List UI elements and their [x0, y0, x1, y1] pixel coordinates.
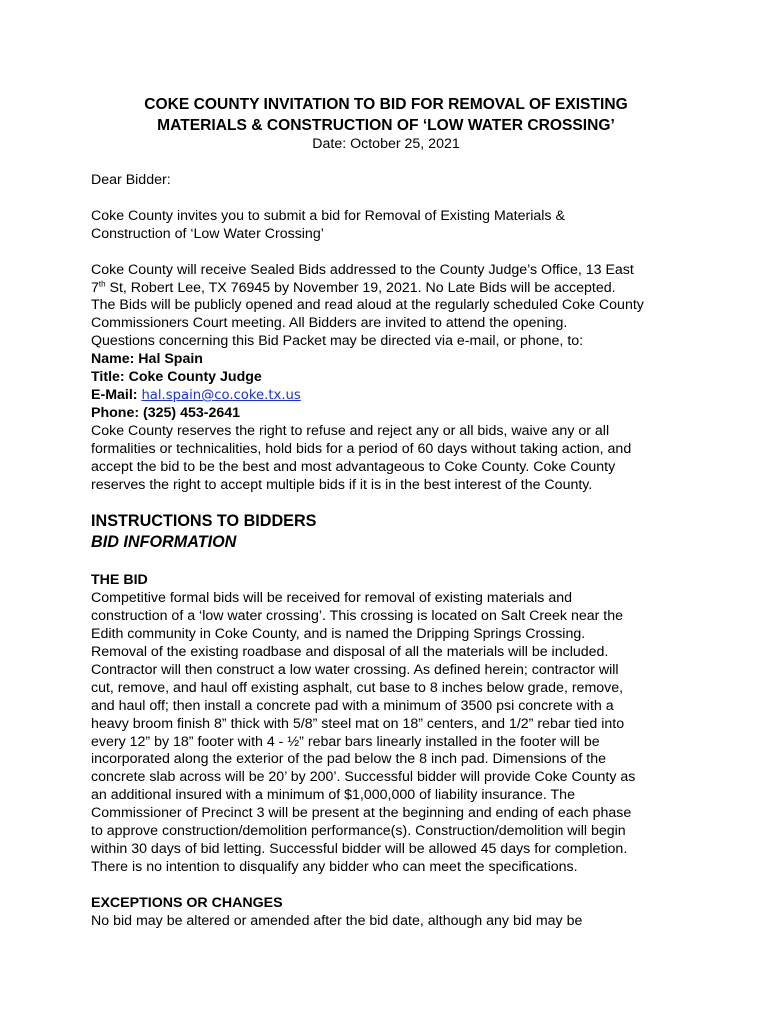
invitation-line-1: Coke County invites you to submit a bid for Removal of Existing Materials &	[91, 207, 565, 224]
receive-line-1: Coke County will receive Sealed Bids addressed to the County Judge’s Office, 13 East	[91, 261, 634, 278]
invitation-paragraph	[91, 208, 691, 244]
invitation-line-2: Construction of ‘Low Water Crossing’	[91, 225, 324, 242]
the-bid-line: an additional insured with a minimum of $1,000,000 of liability insurance. The	[91, 787, 575, 804]
contact-email-link[interactable]: hal.spain@co.coke.tx.us	[141, 387, 301, 403]
salutation: Dear Bidder:	[91, 171, 171, 188]
the-bid-line: concrete slab across will be 20’ by 200’. Successful bidder will provide Coke County as	[91, 769, 636, 786]
instructions-heading: INSTRUCTIONS TO BIDDERS	[91, 512, 317, 531]
receive-line-2-post: St, Robert Lee, TX 76945 by November 19, 2021. No Late Bids will be accepted.	[105, 279, 616, 296]
the-bid-line: Commissioner of Precinct 3 will be present at the beginning and ending of each phase	[91, 805, 632, 822]
the-bid-line: heavy broom finish 8” thick with 5/8” steel mat on 18” centers, and 1/2” rebar tied into	[91, 715, 625, 732]
the-bid-line: incorporated along the exterior of the pad below the 8 inch pad. Dimensions of the	[91, 751, 607, 768]
contact-email-label: E-Mail:	[91, 386, 142, 403]
bid-information-heading: BID INFORMATION	[91, 533, 237, 552]
ordinal-suffix: th	[98, 278, 106, 288]
title-line-1: COKE COUNTY INVITATION TO BID FOR REMOVAL OF EXISTING	[144, 96, 628, 113]
the-bid-heading: THE BID	[91, 572, 148, 589]
the-bid-line: Competitive formal bids will be received for removal of existing materials and	[91, 590, 572, 607]
contact-title: Title: Coke County Judge	[91, 369, 262, 386]
the-bid-line: and haul off; then install a concrete pad with a minimum of 3500 psi concrete with a	[91, 697, 614, 714]
reserves-line-1: Coke County reserves the right to refuse and reject any or all bids, waive any or all	[91, 422, 610, 439]
the-bid-line: Contractor will then construct a low water crossing. As defined herein; contractor will	[91, 661, 619, 678]
contact-email-row	[91, 387, 691, 405]
receive-paragraph	[91, 262, 691, 352]
the-bid-line: cut, remove, and haul off existing asphalt, cut base to 8 inches below grade, remove,	[91, 679, 624, 696]
exceptions-line-1: No bid may be altered or amended after the bid date, although any bid may be	[91, 912, 583, 929]
contact-phone: Phone: (325) 453-2641	[91, 404, 241, 421]
the-bid-line: every 12” by 18” footer with 4 - ½” rebar bars linearly installed in the footer will be	[91, 733, 600, 750]
the-bid-line: within 30 days of bid letting. Successful bidder will be allowed 45 days for completion.	[91, 841, 628, 857]
the-bid-line: construction of a ‘low water crossing’. This crossing is located on Salt Creek near the	[91, 608, 624, 625]
contact-name: Name: Hal Spain	[91, 351, 203, 368]
reserves-line-3: accept the bid to be the best and most advantageous to Coke County. Coke County	[91, 458, 616, 475]
receive-line-3: The Bids will be publicly opened and read aloud at the regularly scheduled Coke County	[91, 297, 644, 314]
the-bid-line: There is no intention to disqualify any bidder who can meet the specifications.	[91, 858, 578, 875]
exceptions-heading: EXCEPTIONS OR CHANGES	[91, 894, 283, 911]
the-bid-paragraph	[91, 590, 691, 877]
reserves-paragraph	[91, 423, 691, 495]
the-bid-line: Edith community in Coke County, and is named the Dripping Springs Crossing.	[91, 626, 586, 643]
document-date: Date: October 25, 2021	[312, 136, 460, 152]
receive-line-4: Commissioners Court meeting. All Bidders are invited to attend the opening.	[91, 315, 568, 332]
title-line-2: MATERIALS & CONSTRUCTION OF ‘LOW WATER CROSSING’	[157, 116, 615, 134]
reserves-line-2: formalities or technicalities, hold bids for a period of 60 days without taking action, and	[91, 440, 632, 457]
the-bid-line: to approve construction/demolition performance(s). Construction/demolition will begin	[91, 823, 626, 840]
reserves-line-4: reserves the right to accept multiple bids if it is in the best interest of the County.	[91, 476, 593, 493]
receive-line-5: Questions concerning this Bid Packet may be directed via e-mail, or phone, to:	[91, 333, 584, 350]
document-body	[91, 95, 691, 931]
the-bid-line: Removal of the existing roadbase and disposal of all the materials will be included.	[91, 644, 609, 661]
document-title	[91, 95, 681, 136]
receive-line-2-pre: 7	[91, 279, 99, 296]
